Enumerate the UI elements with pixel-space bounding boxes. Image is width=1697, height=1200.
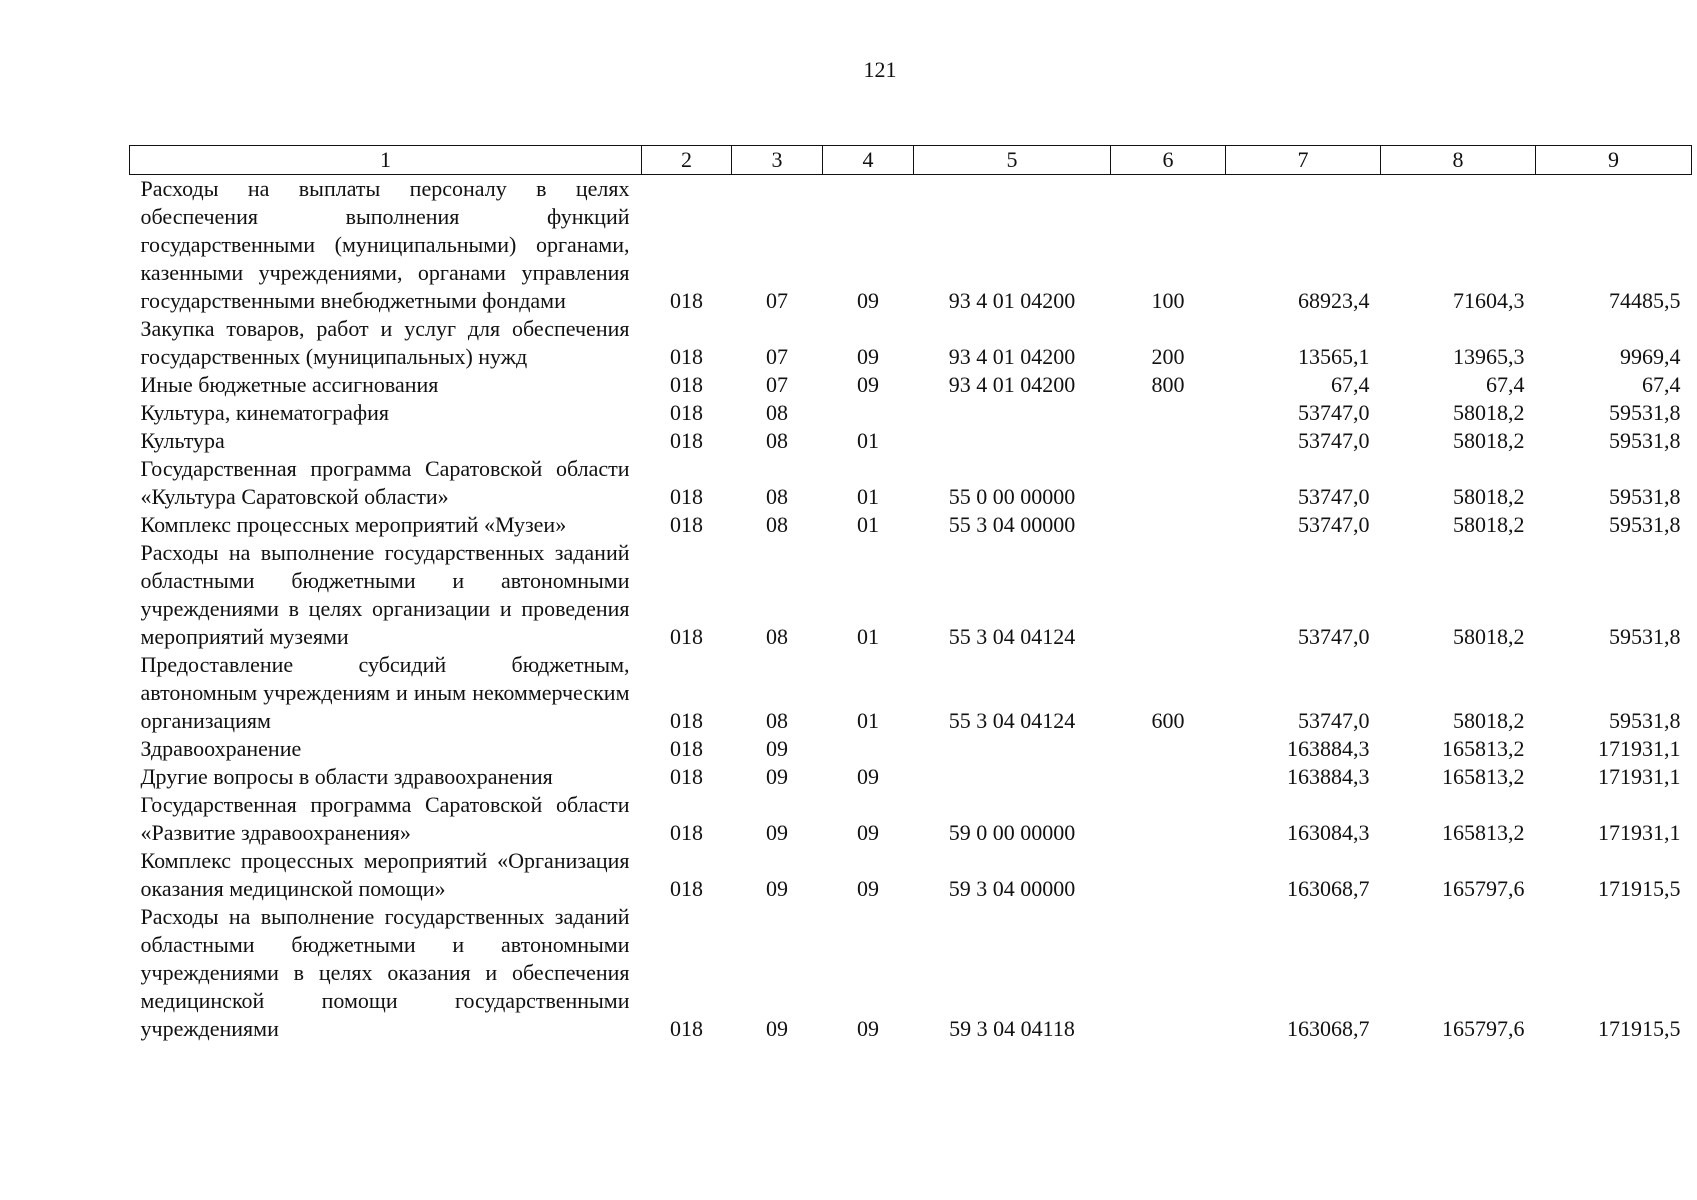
cell-section: 09 xyxy=(766,1016,788,1041)
cell-expense-type: 200 xyxy=(1151,344,1185,369)
header-col-6: 6 xyxy=(1111,146,1226,175)
cell-code: 018 xyxy=(670,764,703,789)
cell-code: 018 xyxy=(670,428,703,453)
cell-amount-year-2: 165813,2 xyxy=(1442,764,1525,789)
cell-expense-type xyxy=(1111,847,1226,903)
cell-subsection xyxy=(823,735,914,763)
cell-subsection: 01 xyxy=(857,512,879,537)
cell-amount-year-2: 58018,2 xyxy=(1453,624,1525,649)
cell-section: 07 xyxy=(766,344,788,369)
cell-name: Культура, кинематография xyxy=(140,400,390,425)
cell-amount-year-3: 171931,1 xyxy=(1598,820,1681,845)
cell-amount-year-3: 171931,1 xyxy=(1598,736,1681,761)
cell-amount-year-1: 163068,7 xyxy=(1287,1016,1370,1041)
cell-target-article xyxy=(914,427,1111,455)
budget-table xyxy=(129,145,1692,1043)
cell-amount-year-1: 67,4 xyxy=(1331,372,1370,397)
cell-code: 018 xyxy=(670,288,703,313)
cell-code: 018 xyxy=(670,1016,703,1041)
cell-name: Предоставление субсидий бюджетным, автономным учреждениям и иным некоммерческим организациям xyxy=(140,652,630,733)
table-row xyxy=(130,847,1692,903)
cell-expense-type xyxy=(1111,511,1226,539)
cell-name: Другие вопросы в области здравоохранения xyxy=(140,764,553,789)
cell-subsection: 01 xyxy=(857,708,879,733)
table-row xyxy=(130,791,1692,847)
cell-amount-year-1: 53747,0 xyxy=(1298,400,1370,425)
cell-amount-year-1: 68923,4 xyxy=(1298,288,1370,313)
table-row xyxy=(130,651,1692,735)
cell-code: 018 xyxy=(670,344,703,369)
cell-name: Иные бюджетные ассигнования xyxy=(140,372,439,397)
cell-section: 08 xyxy=(766,708,788,733)
cell-section: 08 xyxy=(766,428,788,453)
cell-subsection: 09 xyxy=(857,372,879,397)
cell-amount-year-2: 58018,2 xyxy=(1453,708,1525,733)
table-row xyxy=(130,427,1692,455)
cell-section: 09 xyxy=(766,764,788,789)
cell-code: 018 xyxy=(670,820,703,845)
cell-amount-year-3: 59531,8 xyxy=(1609,708,1681,733)
cell-subsection: 09 xyxy=(857,764,879,789)
page-number: 121 xyxy=(863,57,897,82)
cell-section: 08 xyxy=(766,400,788,425)
cell-amount-year-3: 9969,4 xyxy=(1620,344,1681,369)
cell-code: 018 xyxy=(670,484,703,509)
cell-expense-type xyxy=(1111,735,1226,763)
table-row xyxy=(130,455,1692,511)
cell-amount-year-3: 59531,8 xyxy=(1609,428,1681,453)
cell-amount-year-1: 53747,0 xyxy=(1298,428,1370,453)
cell-section: 08 xyxy=(766,512,788,537)
table-row xyxy=(130,175,1692,316)
header-col-9: 9 xyxy=(1536,146,1692,175)
cell-target-article: 93 4 01 04200 xyxy=(948,372,1076,397)
cell-expense-type: 800 xyxy=(1151,372,1185,397)
cell-amount-year-2: 71604,3 xyxy=(1453,288,1525,313)
cell-subsection: 01 xyxy=(857,484,879,509)
cell-name: Расходы на выполнение государственных заданий областными бюджетными и автономными учреждениями в целях оказания и обеспечения медицинской помощи государственными учреждениями xyxy=(140,904,630,1041)
cell-amount-year-2: 58018,2 xyxy=(1453,512,1525,537)
table-row xyxy=(130,511,1692,539)
cell-amount-year-2: 165797,6 xyxy=(1442,876,1525,901)
cell-amount-year-1: 53747,0 xyxy=(1298,512,1370,537)
cell-amount-year-2: 165813,2 xyxy=(1442,820,1525,845)
cell-amount-year-2: 58018,2 xyxy=(1453,400,1525,425)
cell-target-article: 93 4 01 04200 xyxy=(948,344,1076,369)
table-row xyxy=(130,371,1692,399)
cell-amount-year-1: 163068,7 xyxy=(1287,876,1370,901)
cell-amount-year-1: 53747,0 xyxy=(1298,708,1370,733)
table-row xyxy=(130,763,1692,791)
cell-section: 08 xyxy=(766,624,788,649)
cell-subsection xyxy=(823,399,914,427)
table-row xyxy=(130,735,1692,763)
cell-expense-type xyxy=(1111,791,1226,847)
header-col-2: 2 xyxy=(642,146,732,175)
cell-name: Расходы на выполнение государственных заданий областными бюджетными и автономными учреждениями в целях организации и проведения мероприятий музеями xyxy=(140,540,630,649)
cell-target-article: 59 3 04 04118 xyxy=(949,1016,1075,1041)
cell-target-article: 59 3 04 00000 xyxy=(948,876,1076,901)
cell-target-article: 55 3 04 00000 xyxy=(948,512,1076,537)
header-col-7: 7 xyxy=(1226,146,1381,175)
cell-amount-year-2: 58018,2 xyxy=(1453,428,1525,453)
cell-amount-year-1: 53747,0 xyxy=(1298,624,1370,649)
cell-subsection: 09 xyxy=(857,876,879,901)
cell-target-article: 59 0 00 00000 xyxy=(948,820,1076,845)
table-row xyxy=(130,315,1692,371)
header-row xyxy=(130,146,1692,175)
table-body xyxy=(130,175,1692,1044)
cell-subsection: 01 xyxy=(857,624,879,649)
cell-section: 09 xyxy=(766,820,788,845)
cell-amount-year-1: 13565,1 xyxy=(1298,344,1370,369)
cell-expense-type xyxy=(1111,399,1226,427)
cell-amount-year-3: 59531,8 xyxy=(1609,484,1681,509)
cell-amount-year-2: 165813,2 xyxy=(1442,736,1525,761)
cell-code: 018 xyxy=(670,624,703,649)
cell-name: Закупка товаров, работ и услуг для обеспечения государственных (муниципальных) нужд xyxy=(140,316,630,369)
cell-section: 09 xyxy=(766,876,788,901)
cell-amount-year-2: 165797,6 xyxy=(1442,1016,1525,1041)
cell-name: Комплекс процессных мероприятий «Музеи» xyxy=(140,512,567,537)
cell-section: 07 xyxy=(766,372,788,397)
cell-section: 09 xyxy=(766,736,788,761)
cell-subsection: 09 xyxy=(857,820,879,845)
cell-expense-type: 100 xyxy=(1151,288,1185,313)
cell-amount-year-1: 163884,3 xyxy=(1287,764,1370,789)
cell-amount-year-2: 58018,2 xyxy=(1453,484,1525,509)
cell-expense-type xyxy=(1111,903,1226,1043)
cell-code: 018 xyxy=(670,736,703,761)
cell-expense-type: 600 xyxy=(1151,708,1185,733)
cell-expense-type xyxy=(1111,763,1226,791)
cell-target-article: 93 4 01 04200 xyxy=(948,288,1076,313)
header-col-8: 8 xyxy=(1381,146,1536,175)
cell-amount-year-3: 171915,5 xyxy=(1598,1016,1681,1041)
table-row xyxy=(130,399,1692,427)
cell-code: 018 xyxy=(670,372,703,397)
cell-subsection: 01 xyxy=(857,428,879,453)
cell-target-article: 55 3 04 04124 xyxy=(948,624,1076,649)
cell-amount-year-2: 67,4 xyxy=(1486,372,1525,397)
table-row xyxy=(130,903,1692,1043)
cell-amount-year-3: 74485,5 xyxy=(1609,288,1681,313)
cell-name: Государственная программа Саратовской области «Культура Саратовской области» xyxy=(140,456,630,509)
cell-target-article: 55 3 04 04124 xyxy=(948,708,1076,733)
cell-amount-year-1: 163084,3 xyxy=(1287,820,1370,845)
cell-name: Расходы на выплаты персоналу в целях обеспечения выполнения функций государственными (муниципальными) органами, казенными учреждениями, органами управления государственными внебюджетными фондами xyxy=(140,176,630,313)
cell-name: Государственная программа Саратовской области «Развитие здравоохранения» xyxy=(140,792,630,845)
cell-target-article xyxy=(914,399,1111,427)
cell-target-article xyxy=(914,763,1111,791)
cell-target-article xyxy=(914,735,1111,763)
cell-expense-type xyxy=(1111,427,1226,455)
cell-amount-year-3: 171931,1 xyxy=(1598,764,1681,789)
cell-subsection: 09 xyxy=(857,288,879,313)
cell-amount-year-3: 67,4 xyxy=(1642,372,1681,397)
header-col-4: 4 xyxy=(823,146,914,175)
cell-target-article: 55 0 00 00000 xyxy=(948,484,1076,509)
cell-amount-year-3: 59531,8 xyxy=(1609,400,1681,425)
cell-amount-year-2: 13965,3 xyxy=(1453,344,1525,369)
cell-name: Культура xyxy=(140,428,225,453)
header-col-1: 1 xyxy=(130,146,642,175)
cell-code: 018 xyxy=(670,708,703,733)
cell-subsection: 09 xyxy=(857,344,879,369)
cell-section: 08 xyxy=(766,484,788,509)
cell-subsection: 09 xyxy=(857,1016,879,1041)
cell-code: 018 xyxy=(670,512,703,537)
cell-expense-type xyxy=(1111,455,1226,511)
cell-amount-year-1: 53747,0 xyxy=(1298,484,1370,509)
header-col-5: 5 xyxy=(914,146,1111,175)
cell-amount-year-1: 163884,3 xyxy=(1287,736,1370,761)
cell-amount-year-3: 59531,8 xyxy=(1609,512,1681,537)
cell-code: 018 xyxy=(670,400,703,425)
cell-amount-year-3: 59531,8 xyxy=(1609,624,1681,649)
cell-name: Здравоохранение xyxy=(140,736,302,761)
cell-amount-year-3: 171915,5 xyxy=(1598,876,1681,901)
table-row xyxy=(130,539,1692,651)
cell-code: 018 xyxy=(670,876,703,901)
cell-expense-type xyxy=(1111,539,1226,651)
cell-section: 07 xyxy=(766,288,788,313)
cell-name: Комплекс процессных мероприятий «Организация оказания медицинской помощи» xyxy=(140,848,630,901)
header-col-3: 3 xyxy=(732,146,823,175)
